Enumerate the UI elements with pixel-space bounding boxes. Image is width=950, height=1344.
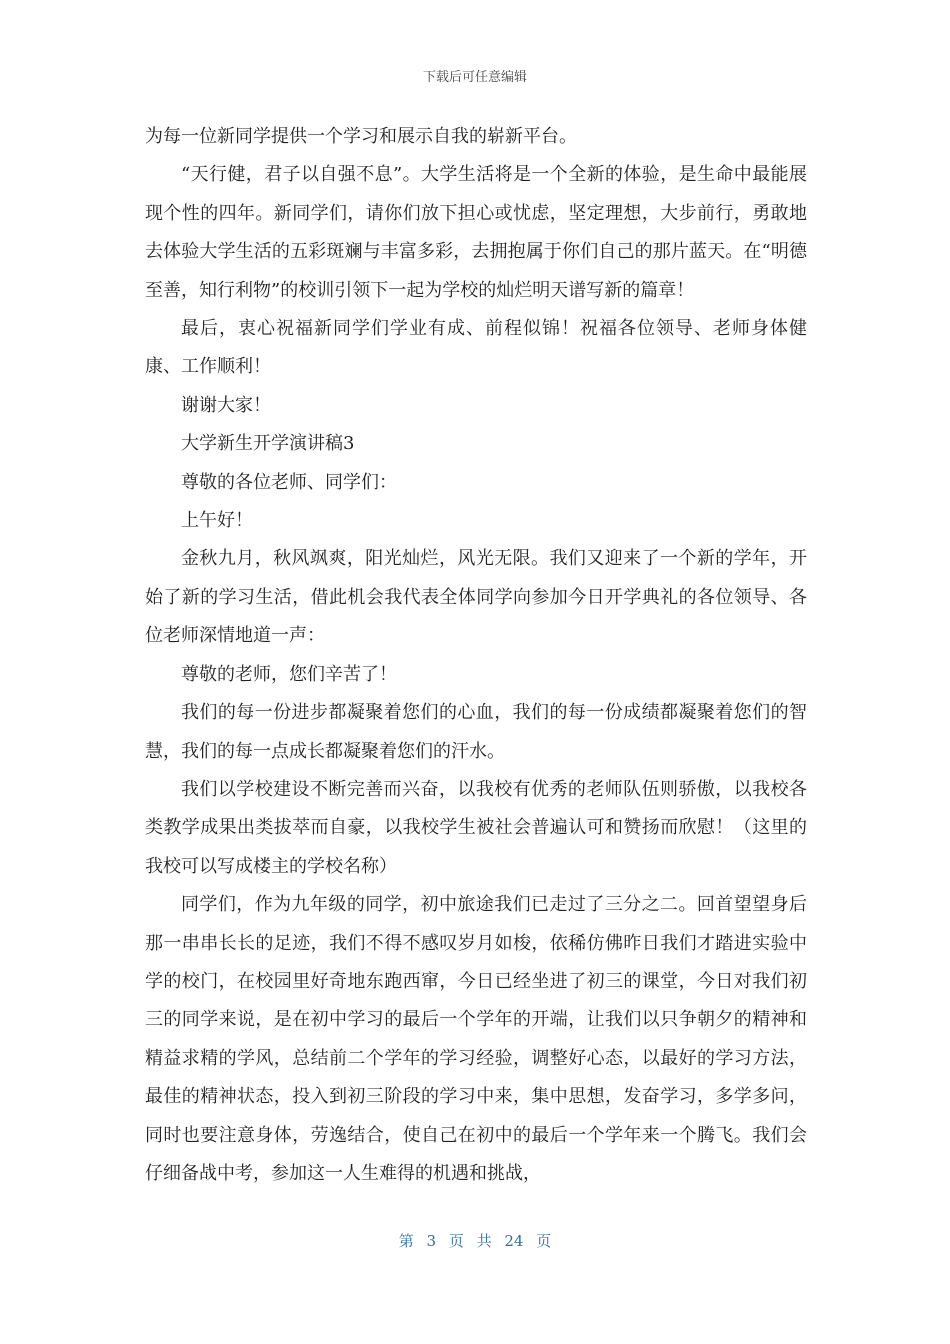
paragraph: “天行健，君子以自强不息”。大学生活将是一个全新的体验，是生命中最能展现个性的四年。新同学们，请你们放下担心或忧虑，坚定理想，大步前行，勇敢地去体验大学生活的五彩斑斓与丰富多彩，去拥抱属于你们自己的那片蓝天。在“明德至善，知行利物”的校训引领下一起为学校的灿烂明天谱写新的篇章！ [145,164,807,301]
page-footer: 第 3 页 共 24 页 [398,1232,552,1250]
paragraph: 同学们，作为九年级的同学，初中旅途我们已走过了三分之二。回首望望身后那一串串长长的足迹，我们不得不感叹岁月如梭，依稀仿佛昨日我们才踏进实验中学的校门，在校园里好奇地东跑西窜，今日已经坐进了初三的课堂，今日对我们初三的同学来说，是在初中学习的最后一个学年的开端，让我们以只争朝夕的精神和精益求精的学风，总结前二个学年的学习经验，调整好心态，以最好的学习方法，最佳的精神状态，投入到初三阶段的学习中来，集中思想，发奋学习，多学多问，同时也要注意身体，劳逸结合，使自己在初中的最后一个学年来一个腾飞。我们会仔细备战中考，参加这一人生难得的机遇和挑战， [145,894,807,1184]
salutation: 尊敬的各位老师、同学们： [181,471,397,493]
paragraph: 我们的每一份进步都凝聚着您们的心血，我们的每一份成绩都凝聚着您们的智慧，我们的每一点成长都凝聚着您们的汗水。 [145,702,807,762]
page-header: 下载后可任意编辑 [422,70,527,85]
document-body [145,118,807,1193]
paragraph: 最后，衷心祝福新同学们学业有成、前程似锦！祝福各位领导、老师身体健康、工作顺利！ [145,318,807,378]
paragraph: 为每一位新同学提供一个学习和展示自我的崭新平台。 [145,126,577,147]
paragraph: 谢谢大家！ [181,394,271,416]
paragraph: 我们以学校建设不断完善而兴奋，以我校有优秀的老师队伍则骄傲，以我校各类教学成果出类拔萃而自豪，以我校学生被社会普遍认可和赞扬而欣慰！（这里的我校可以写成楼主的学校名称） [145,778,807,877]
section-title: 大学新生开学演讲稿3 [181,433,355,455]
paragraph: 金秋九月，秋风飒爽，阳光灿烂，风光无限。我们又迎来了一个新的学年，开始了新的学习生活，借此机会我代表全体同学向参加今日开学典礼的各位领导、各位老师深情地道一声： [145,548,807,647]
greeting: 上午好！ [181,510,253,532]
paragraph: 尊敬的老师，您们辛苦了！ [181,663,397,685]
